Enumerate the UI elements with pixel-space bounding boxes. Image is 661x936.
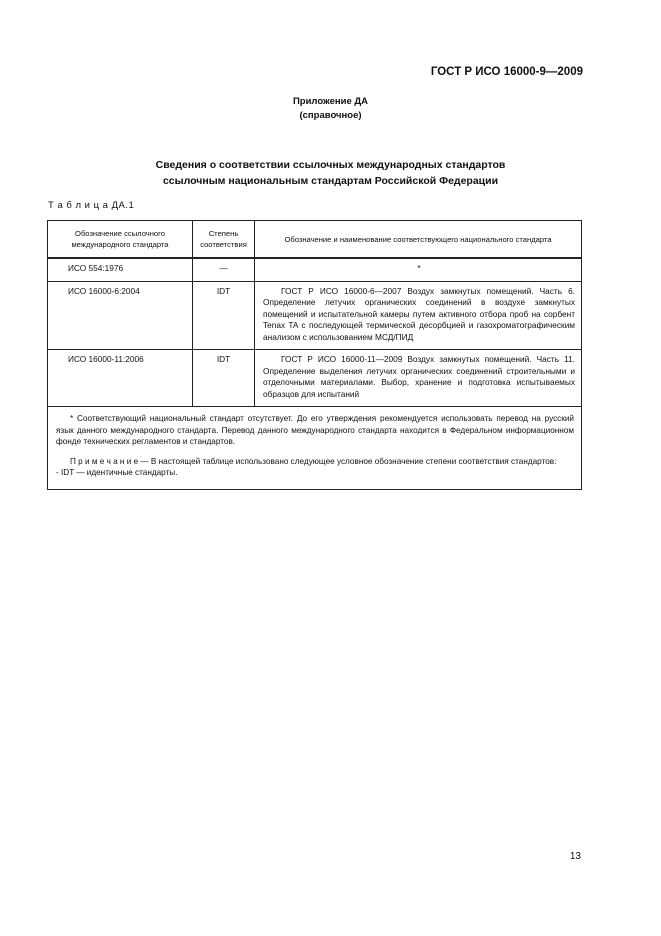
intl-standard-cell: ИСО 16000-11:2006 xyxy=(48,350,193,407)
appendix-title: Приложение ДА xyxy=(292,96,369,107)
intl-standard-cell: ИСО 554:1976 xyxy=(48,258,193,281)
table-footer xyxy=(48,407,582,490)
intl-standard-cell: ИСО 16000-6:2004 xyxy=(48,281,193,350)
table-row xyxy=(48,350,582,407)
table-row xyxy=(48,281,582,350)
national-standard-cell: * xyxy=(255,258,582,281)
section-title xyxy=(0,157,661,189)
degree-cell: IDT xyxy=(193,281,255,350)
table-caption: Т а б л и ц а ДА.1 xyxy=(48,200,135,211)
section-title-line-1: Сведения о соответствии ссылочных международных стандартов xyxy=(155,159,506,171)
header-degree-line-1: Степень xyxy=(208,229,239,238)
header-intl-line-2: международного стандарта xyxy=(71,240,169,249)
table-footer-row xyxy=(48,407,582,490)
header-degree-line-2: соответствия xyxy=(200,240,247,249)
header-intl-standard xyxy=(48,221,193,259)
section-title-line-2: ссылочным национальным стандартам Российской Федерации xyxy=(162,175,499,187)
table-header-row xyxy=(48,221,582,259)
page-number: 13 xyxy=(569,851,581,862)
degree-cell: IDT xyxy=(193,350,255,407)
document-id: ГОСТ Р ИСО 16000-9—2009 xyxy=(430,66,583,78)
header-degree xyxy=(193,221,255,259)
appendix-subtitle: (справочное) xyxy=(299,110,362,121)
note-text: — В настоящей таблице использовано следующее условное обозначение степени соответствия стандартов: xyxy=(138,456,557,466)
correspondence-table xyxy=(47,220,582,490)
header-intl-line-1: Обозначение ссылочного xyxy=(75,229,165,238)
national-standard-text: ГОСТ Р ИСО 16000-11—2009 Воздух замкнутых помещений. Часть 11. Определение выделения летучих органических соединений строительными и отделочными материалами. Выбор, хранение и подготовка испытываемых образцов для испытаний xyxy=(263,354,575,399)
note-item: - IDT — идентичные стандарты. xyxy=(56,468,178,477)
degree-cell: — xyxy=(193,258,255,281)
note-label: П р и м е ч а н и е xyxy=(70,456,139,466)
footnote: * Соответствующий национальный стандарт отсутствует. До его утверждения рекомендуется использовать перевод на русский язык данного международного стандарта. Перевод данного международного стандарта находится в Федеральном информационном фонде технических регламентов и стандартов. xyxy=(56,414,574,446)
header-national-standard: Обозначение и наименование соответствующего национального стандарта xyxy=(255,221,582,259)
appendix-heading xyxy=(0,95,661,123)
note xyxy=(56,456,574,468)
national-standard-cell xyxy=(255,281,582,350)
national-standard-cell xyxy=(255,350,582,407)
national-standard-text: ГОСТ Р ИСО 16000-6—2007 Воздух замкнутых помещений. Часть 6. Определение летучих органических соединений в воздухе замкнутых помещений и испытательной камеры путем активного отбора проб на сорбент Tenax TA с последующей термической десорбцией и газохроматографическим анализом с использованием МСД/ПИД xyxy=(263,285,575,342)
table-row xyxy=(48,258,582,281)
